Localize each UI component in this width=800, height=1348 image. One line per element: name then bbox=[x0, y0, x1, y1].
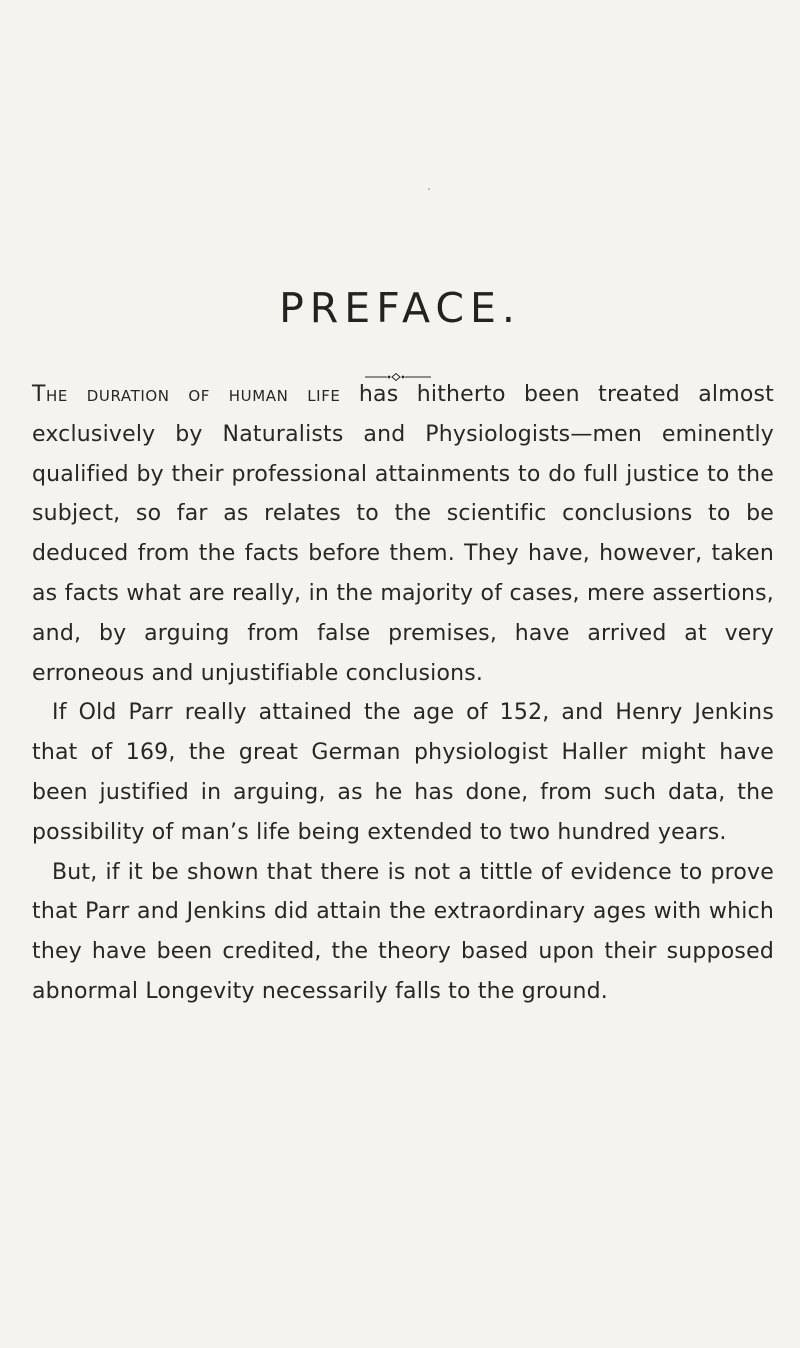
paragraph-1-text: has hitherto been treated almost exclusively by Naturalists and Physiologists—men eminently qualified by their professional attainments to do full justice to the subject, so far as relates to the scientific conclusions to be deduced from the facts before them. They have, however, taken as facts what are really, in the majority of cases, mere assertions, and, by arguing from false premises, have arrived at very erroneous and unjustifiable conclusions. bbox=[32, 382, 774, 686]
paper-speck bbox=[428, 188, 430, 190]
paragraph-3: But, if it be shown that there is not a tittle of evidence to prove that Parr and Jenkins did attain the extraordinary ages with which they have been credited, the theory based upon their supposed abnormal Longevity necessarily falls to the ground. bbox=[32, 859, 774, 1004]
paragraph-1-lead: The duration of human life bbox=[32, 382, 341, 407]
paragraph-2: If Old Parr really attained the age of 152, and Henry Jenkins that of 169, the great German physiologist Haller might have been justified in arguing, as he has done, from such data, the possibility of man’s life being extended to two hundred years. bbox=[32, 700, 774, 845]
paragraph-1 bbox=[32, 375, 774, 693]
page-title: PREFACE. bbox=[279, 284, 521, 332]
preface-body bbox=[32, 375, 774, 1012]
